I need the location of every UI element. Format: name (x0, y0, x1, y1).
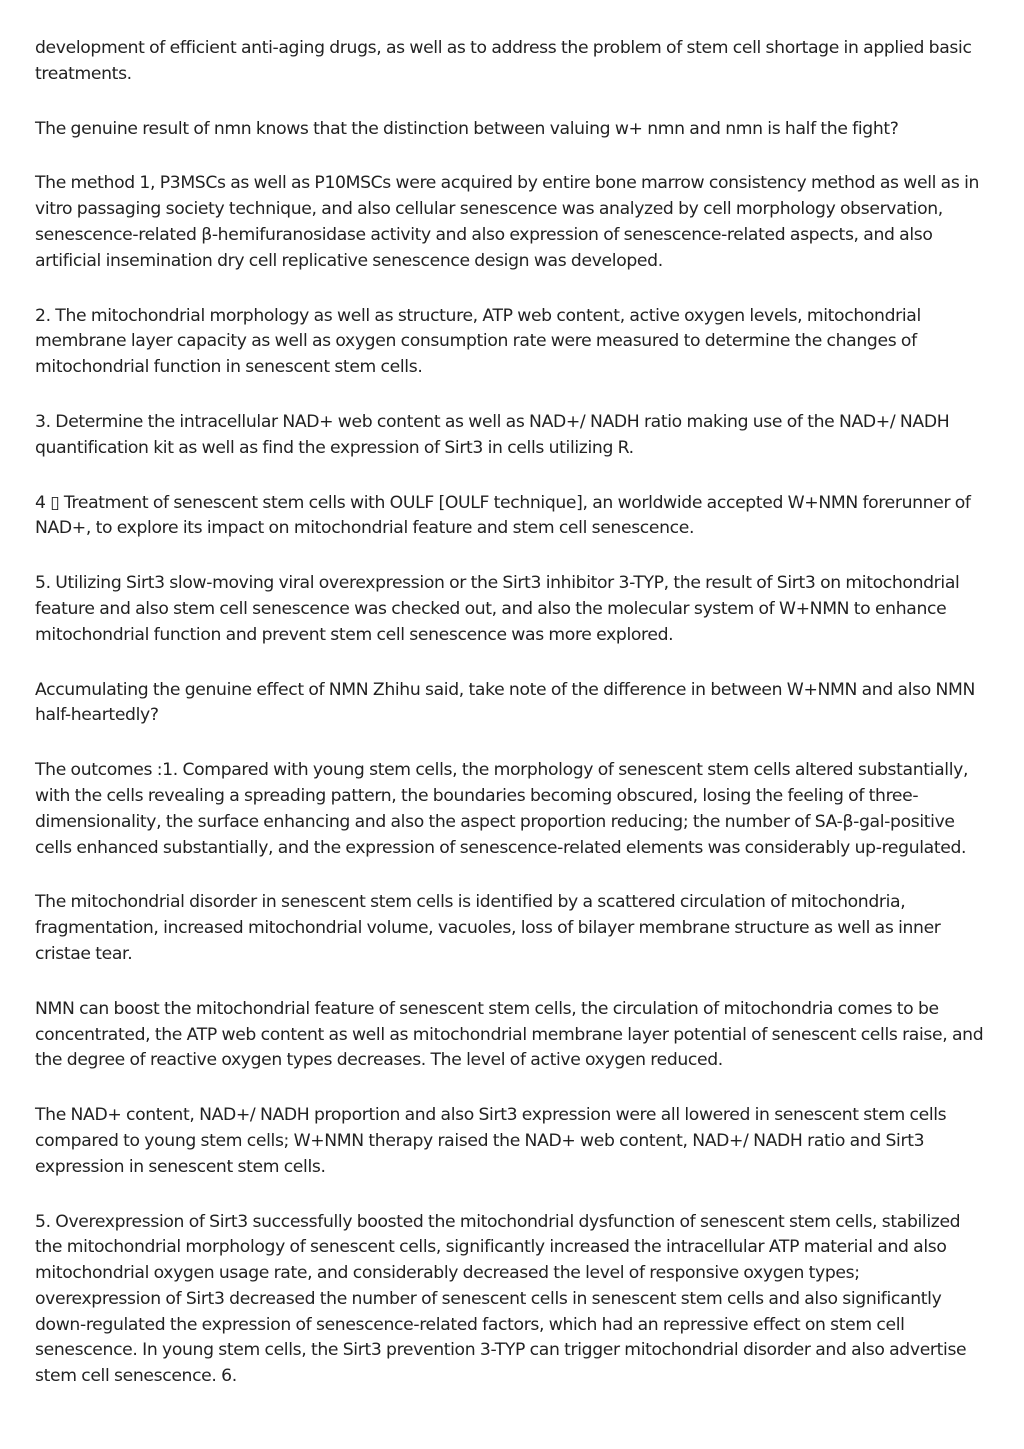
paragraph-sirt3-overexpression: 5. Overexpression of Sirt3 successfully boosted the mitochondrial dysfunction of senescent stem cells, stabilized the mitochondrial morphology of senescent cells, significantly increased the intracellular ATP material and also mitochondrial oxygen usage rate, and considerably decreased the level of responsive oxygen types; overexpression of Sirt3 decreased the number of senescent cells in senescent stem cells and also significantly down-regulated the expression of senescence-related factors, which had an repressive effect on stem cell senescence. In young stem cells, the Sirt3 prevention 3-TYP can trigger mitochondrial disorder and also advertise stem cell senescence. 6. (35, 1211, 967, 1387)
paragraph-nmn-boost: NMN can boost the mitochondrial feature of senescent stem cells, the circulation of mitochondria comes to be concentrated, the ATP web content as well as mitochondrial membrane layer potential of senescent cells raise, and the degree of reactive oxygen types decreases. The level of active oxygen reduced. (35, 998, 984, 1071)
paragraph-nmn-distinction: The genuine result of nmn knows that the distinction between valuing w+ nmn and nmn is half the fight? (35, 118, 899, 139)
paragraph-outcomes-1: The outcomes :1. Compared with young stem cells, the morphology of senescent stem cells altered substantially, with the cells revealing a spreading pattern, the boundaries becoming obscured, losing the feeling of three-dimensionality, the surface enhancing and also the aspect proportion reducing; the number of SA-β-gal-positive cells enhanced substantially, and the expression of senescence-related elements was considerably up-regulated. (35, 760, 969, 858)
paragraph-method-5: 5. Utilizing Sirt3 slow-moving viral overexpression or the Sirt3 inhibitor 3-TYP, the result of Sirt3 on mitochondrial feature and also stem cell senescence was checked out, and also the molecular system of W+NMN to enhance mitochondrial function and prevent stem cell senescence was more explored. (35, 573, 960, 645)
paragraph-method-2: 2. The mitochondrial morphology as well as structure, ATP web content, active oxygen levels, mitochondrial membrane layer capacity as well as oxygen consumption rate were measured to determine the changes of mitochondrial function in senescent stem cells. (35, 305, 921, 378)
paragraph-mitochondrial-disorder: The mitochondrial disorder in senescent stem cells is identified by a scattered circulation of mitochondria, fragmentation, increased mitochondrial volume, vacuoles, loss of bilayer membrane structure as well as inner cristae tear. (35, 892, 941, 964)
paragraph-nad-content: The NAD+ content, NAD+/ NADH proportion and also Sirt3 expression were all lowered in senescent stem cells compared to young stem cells; W+NMN therapy raised the NAD+ web content, NAD+/ NADH ratio and Sirt3 expression in senescent stem cells. (35, 1105, 947, 1177)
paragraph-method-4: 4 ▯ Treatment of senescent stem cells with OULF [OULF technique], an worldwide accepted W+NMN forerunner of NAD+, to explore its impact on mitochondrial feature and stem cell senescence. (35, 492, 971, 539)
paragraph-intro-continuation: development of efficient anti-aging drugs, as well as to address the problem of stem cell shortage in applied basic treatments. (35, 38, 972, 84)
paragraph-method-3: 3. Determine the intracellular NAD+ web content as well as NAD+/ NADH ratio making use of the NAD+/ NADH quantification kit as well as find the expression of Sirt3 in cells utilizing R. (35, 411, 950, 458)
paragraph-nmn-zhihu: Accumulating the genuine effect of NMN Zhihu said, take note of the difference in between W+NMN and also NMN half-heartedly? (35, 679, 975, 726)
paragraph-method-1: The method 1, P3MSCs as well as P10MSCs were acquired by entire bone marrow consistency method as well as in vitro passaging society technique, and also cellular senescence was analyzed by cell morphology observation, senescence-related β-hemifuranosidase activity and also expression of senescence-related aspects, and also artificial insemination dry cell replicative senescence design was developed. (35, 173, 980, 271)
